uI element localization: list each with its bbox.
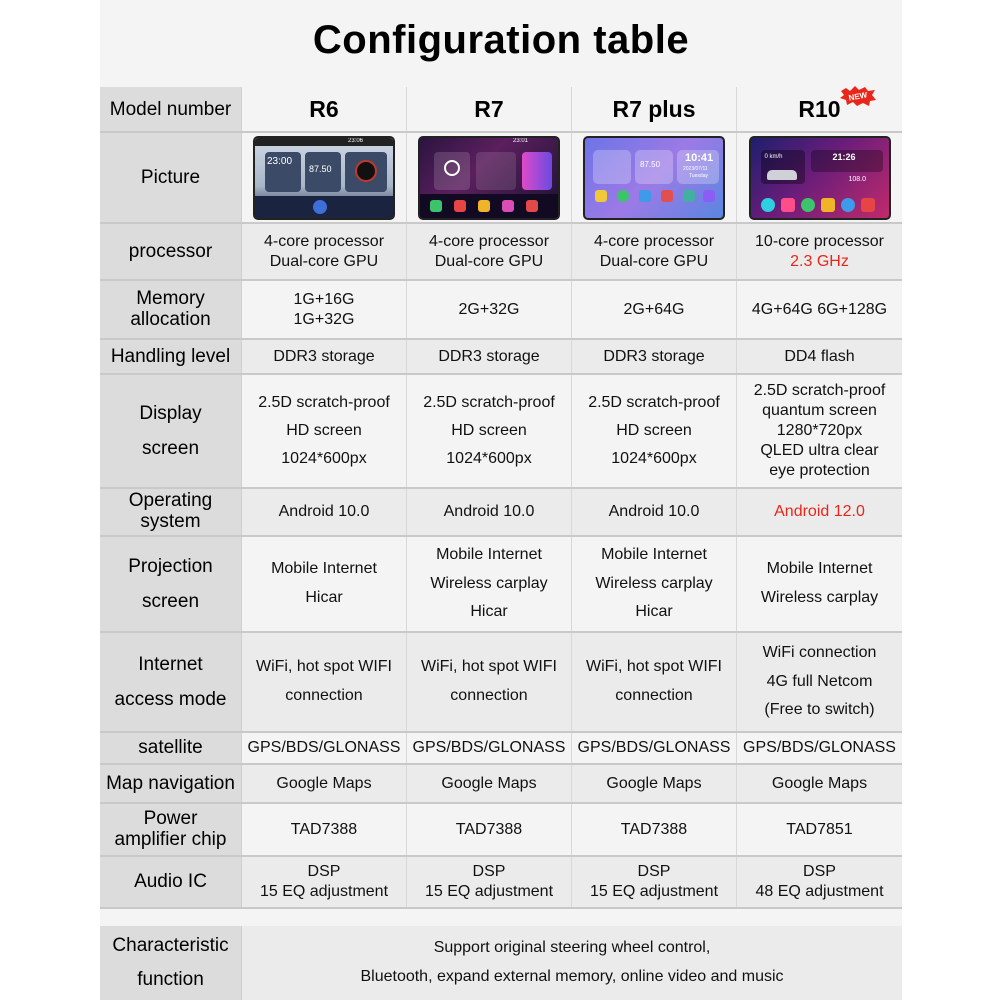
- cell-line: Android 10.0: [278, 503, 370, 520]
- row-label: [100, 804, 242, 855]
- cell-line: eye protection: [769, 462, 870, 479]
- row-label: Picture: [100, 133, 242, 222]
- spec-cell: [572, 281, 737, 338]
- spec-cell: [242, 340, 407, 373]
- spec-row: [100, 804, 902, 855]
- text-line: Support original steering wheel control,: [433, 939, 711, 957]
- spec-cell: [407, 224, 572, 279]
- radio-frequency: 87.50: [640, 159, 661, 169]
- cell-line: 4-core processor: [263, 232, 385, 250]
- spec-cell: [737, 537, 902, 631]
- clock-day: Tuesday: [689, 172, 708, 179]
- cell-line: Dual-core GPU: [599, 252, 709, 270]
- row-label: [100, 857, 242, 907]
- cell-line: DSP: [637, 863, 671, 880]
- spec-cell: [737, 281, 902, 338]
- spec-cell: [572, 489, 737, 535]
- cell-line: HD screen: [286, 422, 362, 439]
- row-label: [100, 224, 242, 279]
- cell-line: WiFi connection: [762, 643, 877, 661]
- cell-line: DSP: [472, 863, 506, 880]
- cell-line: 1280*720px: [776, 422, 863, 439]
- spec-cell: [572, 804, 737, 855]
- cell-line: Android 12.0: [774, 503, 865, 520]
- cell-line: 2.5D scratch-proof: [588, 394, 720, 411]
- cell-line: WiFi, hot spot WIFI: [585, 658, 722, 676]
- picture-cell: [737, 133, 902, 222]
- cell-line: GPS/BDS/GLONASS: [412, 739, 566, 756]
- head-unit-screen-r7-plus: [583, 136, 725, 220]
- row-label: [100, 926, 242, 1000]
- new-badge-text: NEW: [847, 90, 868, 103]
- status-time: 23:06: [347, 137, 363, 144]
- picture-cell: [572, 133, 737, 222]
- radio-frequency: 108.0: [848, 175, 867, 183]
- spec-cell: [242, 489, 407, 535]
- cell-line: 15 EQ adjustment: [589, 883, 719, 900]
- clock-time: 21:26: [832, 151, 856, 162]
- spec-cell: [407, 733, 572, 763]
- cell-line: Android 10.0: [608, 503, 700, 520]
- row-label: [100, 489, 242, 535]
- status-time: 23:01: [512, 137, 528, 144]
- spec-cell: [407, 857, 572, 907]
- label-line: screen: [141, 438, 200, 459]
- spec-cell: [572, 224, 737, 279]
- spec-cell: [572, 733, 737, 763]
- label-line: amplifier chip: [114, 828, 227, 850]
- row-label: [100, 633, 242, 731]
- spec-cell: [242, 537, 407, 631]
- cell-line: Mobile Internet: [766, 560, 873, 578]
- clock-date: 2023/07/11: [683, 165, 708, 172]
- cell-line: DDR3 storage: [273, 347, 375, 365]
- spec-cell: [242, 224, 407, 279]
- cell-line: 10-core processor: [755, 232, 884, 250]
- spec-row: [100, 224, 902, 279]
- spec-cell: [572, 765, 737, 802]
- spec-cell: [737, 804, 902, 855]
- cell-line: Dual-core GPU: [269, 252, 379, 270]
- clock-time: 10:41: [685, 151, 714, 164]
- label-line: satellite: [138, 737, 203, 759]
- cell-line: Android 10.0: [443, 503, 535, 520]
- spec-row: [100, 375, 902, 487]
- configuration-sheet: [100, 0, 902, 1000]
- model-r10: [737, 87, 902, 132]
- cell-line: DD4 flash: [784, 347, 855, 365]
- model-r6: R6: [242, 87, 407, 132]
- spec-cell: [242, 733, 407, 763]
- cell-line: QLED ultra clear: [760, 442, 879, 459]
- cell-line: TAD7388: [620, 820, 688, 838]
- text-line: Bluetooth, expand external memory, online video and music: [360, 968, 784, 985]
- cell-line: 4G full Netcom: [766, 672, 873, 690]
- cell-line: 1G+32G: [293, 310, 355, 328]
- cell-line: WiFi, hot spot WIFI: [255, 658, 392, 676]
- label-line: processor: [128, 240, 213, 262]
- spec-row: [100, 733, 902, 763]
- cell-line: 2G+32G: [458, 300, 520, 318]
- spec-cell: [407, 340, 572, 373]
- label-line: Handling level: [110, 345, 231, 367]
- spec-row: [100, 489, 902, 535]
- cell-line: 1024*600px: [611, 450, 697, 467]
- spec-cell: [407, 804, 572, 855]
- spec-cell: [407, 375, 572, 487]
- cell-line: 2G+64G: [623, 300, 685, 318]
- cell-line: (Free to switch): [764, 701, 875, 719]
- cell-line: Mobile Internet: [436, 545, 542, 563]
- head-unit-screen-r10: [749, 136, 891, 220]
- new-badge-icon: [839, 85, 877, 107]
- cell-line: quantum screen: [762, 402, 877, 419]
- cell-line: Google Maps: [771, 774, 868, 792]
- characteristic-text: [242, 926, 902, 1000]
- cell-line: WiFi, hot spot WIFI: [420, 658, 557, 676]
- row-label: [100, 340, 242, 373]
- cell-line: 1024*600px: [446, 450, 532, 467]
- cell-line: Wireless carplay: [430, 574, 548, 592]
- spec-cell: [572, 857, 737, 907]
- label-line: Internet: [138, 653, 203, 675]
- spec-row: [100, 857, 902, 907]
- cell-line: connection: [450, 687, 528, 704]
- model-r7-plus: R7 plus: [572, 87, 737, 132]
- spec-cell: [242, 765, 407, 802]
- cell-line: DDR3 storage: [603, 347, 705, 365]
- cell-line: HD screen: [451, 422, 527, 439]
- spec-cell: [572, 633, 737, 731]
- cell-line: DSP: [803, 863, 836, 880]
- picture-row: [100, 133, 902, 222]
- cell-line: Google Maps: [276, 774, 372, 792]
- cell-line: connection: [285, 687, 363, 704]
- cell-line: 2.5D scratch-proof: [258, 394, 390, 411]
- label-line: access mode: [114, 689, 227, 710]
- spec-cell: [407, 281, 572, 338]
- spec-row: [100, 340, 902, 373]
- cell-line: TAD7851: [786, 820, 853, 838]
- spec-row: [100, 765, 902, 802]
- cell-line: GPS/BDS/GLONASS: [743, 739, 896, 756]
- spec-cell: [242, 857, 407, 907]
- cell-line: Mobile Internet: [271, 560, 377, 578]
- label-line: Map navigation: [106, 772, 235, 794]
- head-unit-screen-r7: [418, 136, 560, 220]
- spec-cell: [737, 733, 902, 763]
- cell-line: Hicar: [470, 603, 508, 621]
- cell-line: 48 EQ adjustment: [755, 883, 884, 900]
- cell-line: HD screen: [616, 422, 692, 439]
- cell-line: 4G+64G 6G+128G: [751, 300, 888, 318]
- clock-time: 23:00: [267, 155, 293, 167]
- spec-cell: [407, 537, 572, 631]
- row-label: [100, 375, 242, 487]
- cell-line: Wireless carplay: [595, 574, 713, 592]
- model-r10-label: R10: [798, 96, 841, 123]
- cell-line: Hicar: [635, 603, 673, 621]
- label-line: screen: [141, 591, 200, 612]
- spec-cell: [737, 857, 902, 907]
- spec-row: [100, 633, 902, 731]
- cell-line: Google Maps: [606, 774, 702, 792]
- label-line: system: [140, 511, 201, 532]
- row-label: [100, 733, 242, 763]
- cell-line: 4-core processor: [428, 232, 550, 250]
- cell-line: 2.5D scratch-proof: [423, 394, 555, 411]
- cell-line: Wireless carplay: [760, 589, 879, 606]
- label-line: Audio IC: [134, 871, 207, 893]
- label-line: allocation: [130, 308, 211, 330]
- spec-row: [100, 281, 902, 338]
- spec-cell: [737, 765, 902, 802]
- label-line: function: [137, 969, 204, 990]
- cell-line: Mobile Internet: [601, 545, 707, 563]
- label-line: Projection: [128, 555, 213, 577]
- picture-cell: [242, 133, 407, 222]
- spec-row: [100, 537, 902, 631]
- row-label: Model number: [100, 87, 242, 132]
- cell-line: DSP: [307, 863, 341, 880]
- spec-cell: [242, 281, 407, 338]
- spec-cell: [407, 765, 572, 802]
- cell-line: 1G+16G: [293, 290, 355, 308]
- picture-cell: [407, 133, 572, 222]
- spec-cell: [242, 375, 407, 487]
- spec-cell: [737, 340, 902, 373]
- label-line: Memory: [136, 287, 205, 309]
- cell-line: TAD7388: [290, 820, 358, 838]
- row-label: [100, 765, 242, 802]
- spec-cell: [737, 633, 902, 731]
- cell-line: GPS/BDS/GLONASS: [577, 739, 731, 756]
- cell-line: DDR3 storage: [438, 347, 540, 365]
- spec-cell: [737, 224, 902, 279]
- cell-line: Dual-core GPU: [434, 252, 544, 270]
- speed-readout: 0 km/h: [764, 153, 783, 160]
- spec-cell: [407, 489, 572, 535]
- cell-line: TAD7388: [455, 820, 523, 838]
- spec-cell: [572, 537, 737, 631]
- row-label: [100, 537, 242, 631]
- cell-line: Hicar: [305, 589, 343, 606]
- characteristic-row: [100, 926, 902, 1000]
- spec-cell: [572, 340, 737, 373]
- spec-cell: [737, 489, 902, 535]
- cell-line: 2.5D scratch-proof: [753, 382, 886, 399]
- row-label: [100, 281, 242, 338]
- label-line: Characteristic: [112, 934, 229, 956]
- label-line: Power: [143, 807, 198, 829]
- spec-cell: [572, 375, 737, 487]
- cell-line: 15 EQ adjustment: [259, 883, 389, 900]
- cell-line: 2.3 GHz: [790, 252, 849, 270]
- label-line: Operating: [128, 490, 213, 512]
- cell-line: 4-core processor: [593, 232, 715, 250]
- cell-line: 15 EQ adjustment: [424, 883, 554, 900]
- cell-line: GPS/BDS/GLONASS: [247, 739, 401, 756]
- model-r7: R7: [407, 87, 572, 132]
- divider: [100, 907, 902, 909]
- page-title: Configuration table: [312, 18, 690, 62]
- cell-line: Google Maps: [441, 774, 537, 792]
- cell-line: connection: [615, 687, 693, 704]
- spec-cell: [242, 633, 407, 731]
- spec-cell: [737, 375, 902, 487]
- head-unit-screen-r6: [253, 136, 395, 220]
- label-line: Display: [139, 402, 202, 424]
- spec-cell: [242, 804, 407, 855]
- radio-frequency: 87.50: [309, 163, 332, 174]
- header-row: [100, 87, 902, 132]
- spec-cell: [407, 633, 572, 731]
- cell-line: 1024*600px: [281, 450, 367, 467]
